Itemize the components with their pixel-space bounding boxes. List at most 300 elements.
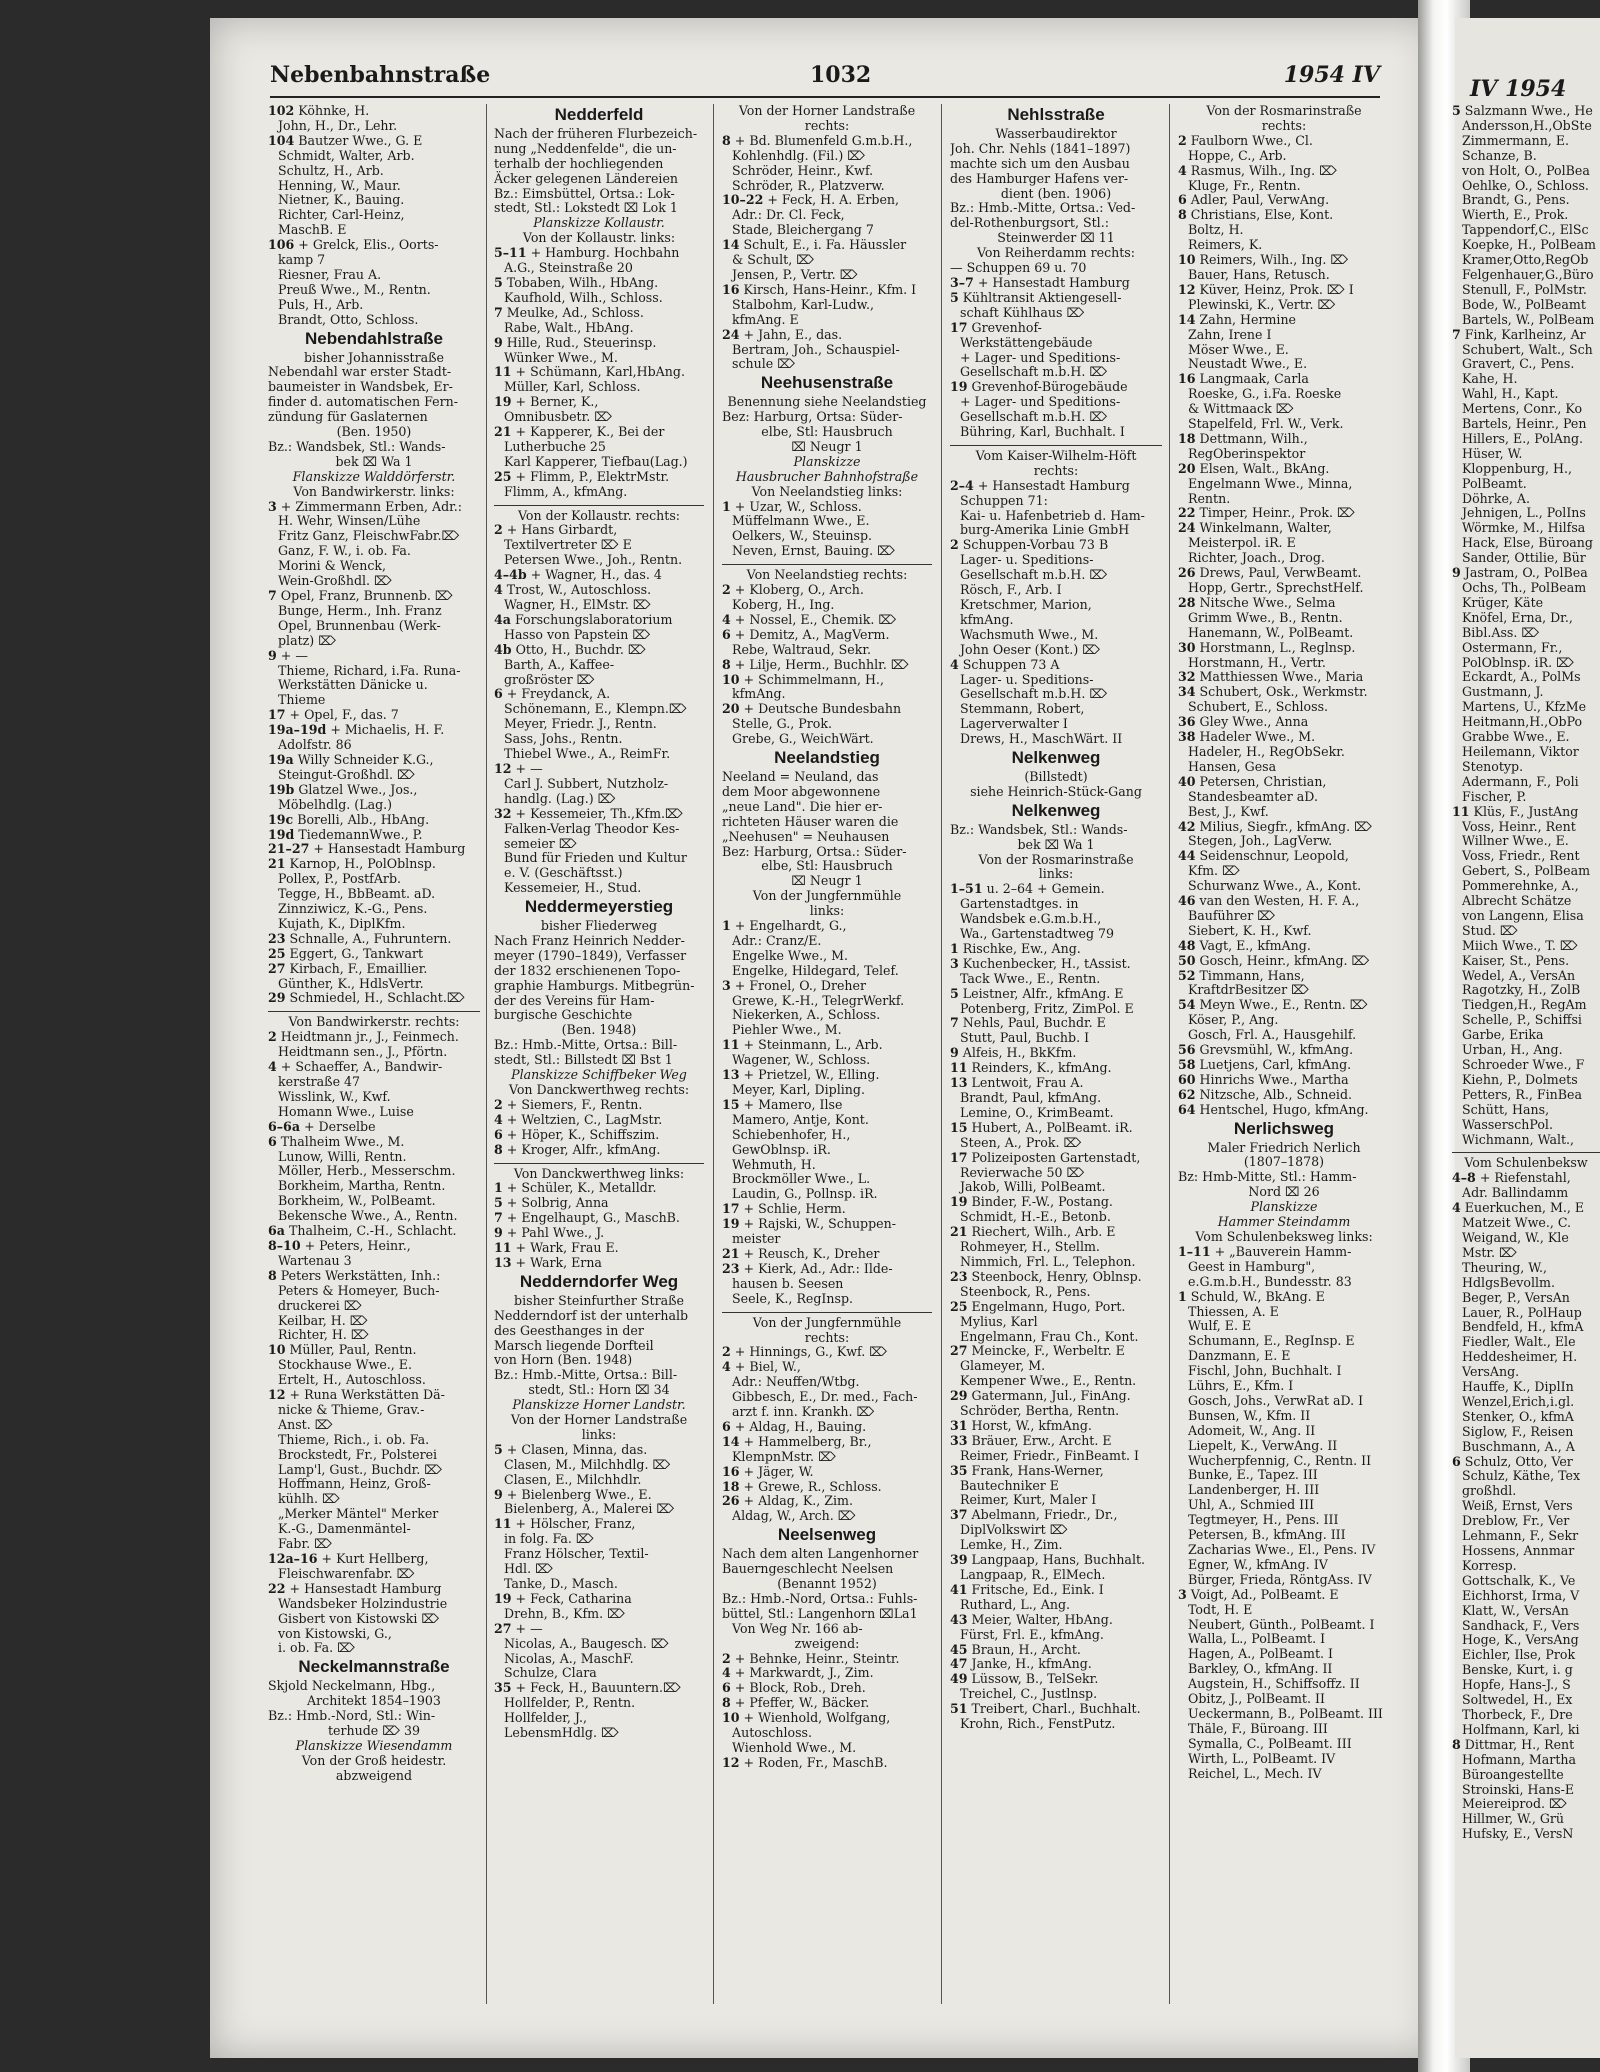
directory-entry-continued: Bürger, Frieda, RöntgAss. IV <box>1188 1571 1372 1587</box>
directory-entry-continued: Richter, Joach., Drog. <box>1188 550 1325 566</box>
directory-entry-continued: kfmAng. E <box>732 311 799 327</box>
directory-entry: 47 Janke, H., kfmAng. <box>950 1656 1092 1672</box>
directory-entry: 13 Lentwoit, Frau A. <box>950 1075 1084 1091</box>
directory-entry: 2 Faulborn Wwe., Cl. <box>1178 132 1313 148</box>
directory-entry-continued: Uhl, A., Schmied III <box>1188 1497 1315 1513</box>
street-note: siehe Heinrich-Stück-Gang <box>970 783 1142 799</box>
directory-entry-continued: Thieme, Richard, i.Fa. Runa- <box>278 662 461 678</box>
directory-entry-continued: großhdl. <box>1462 1483 1517 1499</box>
directory-entry-continued: kfmAng. <box>960 611 1014 627</box>
house-number: 19c <box>268 811 294 827</box>
directory-entry-continued: Ragotzky, H., ZolB <box>1462 982 1581 998</box>
directory-entry-continued: arzt f. inn. Krankh. ⌦ <box>732 1404 875 1420</box>
street-note: ⌧ Neugr 1 <box>791 873 863 889</box>
directory-entry: 1 Schuld, W., BkAng. E <box>1178 1288 1325 1304</box>
house-number: 6 <box>1178 192 1187 208</box>
directory-entry-continued: & Schult, ⌦ <box>732 252 815 268</box>
house-number: 2 <box>494 522 503 538</box>
directory-entry-continued: VersAng. <box>1462 1364 1520 1380</box>
directory-entry-continued: Engelmann, Frau Ch., Kont. <box>960 1328 1139 1344</box>
directory-entry-continued: Lauer, R., PolHaup <box>1462 1304 1582 1320</box>
directory-entry-continued: Bunge, Herm., Inh. Franz <box>278 602 442 618</box>
house-number: 9 <box>494 1225 503 1241</box>
directory-entry: Nach der früheren Flurbezeich- <box>494 125 698 141</box>
directory-entry: 8 + Bd. Blumenfeld G.m.b.H., <box>722 132 913 148</box>
house-number: 4 <box>722 1359 731 1375</box>
directory-entry-continued: Wisslink, W., Kwf. <box>278 1088 391 1104</box>
directory-entry: 19d TiedemannWwe., P. <box>268 826 423 842</box>
house-number: 16 <box>1178 371 1196 387</box>
directory-entry-continued: kühlh. ⌦ <box>278 1491 340 1507</box>
house-number: 36 <box>1178 714 1196 730</box>
directory-entry: 6–6a + Derselbe <box>268 1118 376 1134</box>
street-note: (1807–1878) <box>1243 1154 1325 1170</box>
directory-entry-continued: Holfmann, Karl, ki <box>1462 1721 1580 1737</box>
directory-entry-continued: Brockmöller Wwe., L. <box>732 1171 871 1187</box>
house-number: 6 <box>722 626 731 642</box>
directory-entry: terhalb der hochliegenden <box>494 155 664 171</box>
directory-entry: 21 Karnop, H., PolOblnsp. <box>268 856 436 872</box>
directory-entry-continued: Lagerverwalter I <box>960 716 1068 732</box>
house-number: 21 <box>950 1224 968 1240</box>
directory-entry: 62 Nitzsche, Alb., Schneid. <box>1178 1086 1353 1102</box>
directory-entry: der des Vereins für Ham- <box>494 992 655 1008</box>
directory-entry-continued: Treichel, C., Justlnsp. <box>960 1686 1098 1702</box>
directory-entry-continued: RegOberinspektor <box>1188 445 1306 461</box>
directory-entry-continued: Mertens, Conr., Ko <box>1462 401 1583 417</box>
directory-entry-continued: Kohlenhdlg. (Fil.) ⌦ <box>732 147 866 163</box>
directory-entry-continued: Felgenhauer,G.,Büro <box>1462 266 1594 282</box>
house-number: 1 <box>722 498 731 514</box>
directory-entry: 12a–16 + Kurt Hellberg, <box>268 1551 429 1566</box>
directory-entry-continued: PolOblnsp. iR. ⌦ <box>1462 654 1574 670</box>
directory-column-1 <box>268 104 480 2009</box>
map-reference: Planskizze <box>793 453 861 469</box>
directory-entry: 16 + Jäger, W. <box>722 1463 814 1479</box>
directory-entry: 4 + Markwardt, J., Zim. <box>722 1665 874 1681</box>
directory-entry: 11 Klüs, F., JustAng <box>1452 803 1579 819</box>
directory-entry: 19 + Rajski, W., Schuppen- <box>722 1216 896 1232</box>
directory-entry-continued: Wünker Wwe., M. <box>504 349 618 365</box>
directory-entry-continued: Kai- u. Hafenbetrieb d. Ham- <box>960 507 1145 523</box>
directory-entry-continued: Todt, H. E <box>1188 1601 1253 1617</box>
directory-entry-continued: GewOblnsp. iR. <box>732 1141 831 1157</box>
house-number: 11 <box>722 1037 740 1053</box>
directory-entry-continued: Ostermann, Fr., <box>1462 639 1563 655</box>
directory-entry: 15 + Mamero, Ilse <box>722 1096 843 1112</box>
directory-entry-continued: Heidtmann sen., J., Pförtn. <box>278 1044 448 1060</box>
directory-column-3 <box>722 104 932 2009</box>
house-number: 6 <box>1452 1453 1461 1469</box>
directory-entry-continued: Weigand, W., Kle <box>1462 1229 1569 1245</box>
directory-entry: 5 + Clasen, Minna, das. <box>494 1441 648 1457</box>
directory-entry: Bz.: Hmb.-Nord, Ortsa.: Fuhls- <box>722 1590 918 1606</box>
house-number: 5 <box>494 1441 503 1457</box>
directory-entry-continued: Carl J. Subbert, Nutzholz- <box>504 775 669 791</box>
house-number: 8 <box>722 656 731 672</box>
directory-entry-continued: Gosch, Johs., VerwRat aD. I <box>1188 1392 1364 1408</box>
directory-entry-continued: Richter, H. ⌦ <box>278 1327 369 1343</box>
directory-entry-continued: Engelke, Hildegard, Telef. <box>732 962 899 978</box>
directory-entry: 4 Euerkuchen, M., E <box>1452 1200 1585 1216</box>
directory-entry: 5–11 + Hamburg. Hochbahn <box>494 245 680 261</box>
house-number: 39 <box>950 1552 968 1568</box>
house-number: 26 <box>1178 565 1196 581</box>
directory-entry-continued: Schulz, Käthe, Tex <box>1462 1468 1581 1484</box>
directory-entry-continued: KlempnMstr. ⌦ <box>732 1448 836 1464</box>
house-number: 64 <box>1178 1101 1196 1117</box>
directory-column-4 <box>950 104 1162 2009</box>
directory-entry-continued: Adr.: Dr. Cl. Feck, <box>732 207 845 223</box>
directory-entry-continued: Wehmuth, H. <box>732 1156 816 1172</box>
directory-entry-continued: Meyer, Karl, Dipling. <box>732 1082 865 1097</box>
column-divider <box>1169 104 1170 2004</box>
directory-entry: Bz.: Hmb.-Mitte, Ortsa.: Bill- <box>494 1037 678 1053</box>
directory-entry-continued: Martens, U., KfzMe <box>1462 699 1587 715</box>
directory-entry: büttel, Stl.: Langenhorn ⌧La1 <box>722 1605 918 1621</box>
directory-entry: 17 + Schlie, Herm. <box>722 1201 846 1217</box>
street-note: Von der Horner Landstraße <box>510 1412 688 1428</box>
house-number: 2 <box>722 1344 731 1360</box>
directory-entry-continued: Rabe, Walt., HbAng. <box>504 319 634 335</box>
directory-entry-continued: Piehler Wwe., M. <box>732 1022 842 1038</box>
directory-entry-continued: e.G.m.b.H., Bundesstr. 83 <box>1188 1273 1352 1289</box>
house-number: 4 <box>950 656 959 672</box>
house-number: 46 <box>1178 893 1196 909</box>
directory-entry-continued: Brockstedt, Fr., Polsterei <box>278 1446 438 1462</box>
directory-entry-continued: Wachsmuth Wwe., M. <box>960 626 1099 642</box>
directory-entry: 4b Otto, H., Buchdr. ⌦ <box>494 641 646 657</box>
directory-entry-continued: Siglow, F., Reisen <box>1462 1423 1574 1439</box>
house-number: 14 <box>1178 311 1196 327</box>
house-number: 25 <box>268 945 286 961</box>
house-number: 102 <box>268 104 295 118</box>
directory-entry: 6 + Aldag, H., Bauing. <box>722 1418 867 1434</box>
house-number: 3 <box>268 498 277 514</box>
house-number: 4–4b <box>494 567 527 583</box>
directory-entry-continued: Hopp, Gertr., SprechstHelf. <box>1188 580 1364 595</box>
directory-entry-continued: schaft Kühlhaus ⌦ <box>960 304 1085 320</box>
directory-entry-continued: Kaiser, St., Pens. <box>1462 952 1570 968</box>
directory-entry: 14 + Hammelberg, Br., <box>722 1433 872 1449</box>
house-number: 6 <box>494 686 503 702</box>
house-number: 11 <box>494 1516 512 1532</box>
map-reference: Hammer Steindamm <box>1217 1214 1351 1230</box>
house-number: 5 <box>494 1195 503 1211</box>
house-number: 50 <box>1178 952 1196 968</box>
house-number: 24 <box>722 326 740 342</box>
directory-entry-continued: Gesellschaft m.b.H. ⌦ <box>960 364 1108 380</box>
directory-entry-continued: Wa., Gartenstadtweg 79 <box>960 926 1115 942</box>
directory-entry-continued: burg-Amerika Linie GmbH <box>960 522 1130 538</box>
directory-entry-continued: Krüger, Käte <box>1462 594 1544 610</box>
directory-entry: 28 Nitsche Wwe., Selma <box>1178 594 1336 610</box>
directory-entry: 11 + Schümann, Karl,HbAng. <box>494 364 685 380</box>
directory-entry-continued: Adr.: Cranz/E. <box>732 932 822 948</box>
directory-entry-continued: Schönemann, E., Klempn.⌦ <box>504 701 687 717</box>
directory-entry-continued: Hdl. ⌦ <box>504 1561 553 1577</box>
house-number: 35 <box>950 1462 968 1478</box>
directory-entry-continued: John Oeser (Kont.) ⌦ <box>960 641 1101 657</box>
running-head-street: Nebenbahnstraße <box>270 62 491 88</box>
directory-entry-continued: Stenull, F., PolMstr. <box>1462 281 1587 297</box>
directory-entry-continued: Bunke, E., Tapez. III <box>1188 1467 1318 1483</box>
street-note: Von Danckwerthweg rechts: <box>508 1082 690 1097</box>
directory-entry-continued: Fischl, John, Buchhalt. I <box>1188 1363 1342 1379</box>
directory-entry: 26 Drews, Paul, VerwBeamt. <box>1178 565 1362 581</box>
directory-entry: 24 + Jahn, E., das. <box>722 326 843 342</box>
directory-entry-continued: Rentn. <box>1188 490 1231 506</box>
directory-entry: 16 Langmaak, Carla <box>1178 371 1309 387</box>
directory-entry-continued: & Wittmaack ⌦ <box>1188 401 1294 417</box>
house-number: 1 <box>722 918 731 934</box>
house-number: 6–6a <box>268 1118 300 1134</box>
directory-entry: 2 Heidtmann jr., J., Feinmech. <box>268 1029 459 1045</box>
directory-entry-continued: Keilbar, H. ⌦ <box>278 1312 368 1328</box>
directory-entry-continued: von Holt, O., PolBea <box>1462 162 1590 178</box>
directory-entry-continued: Soltwedel, H., Ex <box>1462 1692 1573 1708</box>
directory-entry-continued: Grabbe Wwe., E. <box>1462 729 1570 745</box>
directory-entry: Nedderndorf ist der unterhalb <box>494 1307 689 1323</box>
directory-entry-continued: Hofmann, Martha <box>1462 1751 1577 1767</box>
directory-entry-continued: Thäle, F., Büroang. III <box>1188 1720 1328 1736</box>
directory-entry: 19 + Berner, K., <box>494 394 599 410</box>
directory-entry-continued: Gosch, Frl. A., Hausgehilf. <box>1188 1027 1357 1043</box>
directory-entry-continued: Gibbesch, E., Dr. med., Fach- <box>732 1389 918 1405</box>
directory-entry-continued: Neven, Ernst, Bauing. ⌦ <box>732 543 895 559</box>
directory-entry-continued: Wandsbeker Holzindustrie <box>278 1595 448 1611</box>
directory-entry-continued: Köser, P., Ang. <box>1188 1012 1279 1028</box>
directory-entry: 13 + Wark, Erna <box>494 1254 602 1270</box>
directory-entry-continued: Bunsen, W., Kfm. II <box>1188 1407 1311 1423</box>
directory-entry-continued: Koepke, H., PolBeam <box>1462 237 1596 253</box>
house-number: 19 <box>950 379 968 395</box>
house-number: 9 <box>494 1486 503 1502</box>
house-number: 45 <box>950 1641 968 1657</box>
directory-entry: 44 Seidenschnur, Leopold, <box>1178 848 1349 864</box>
street-note: Wasserbaudirektor <box>995 125 1117 141</box>
directory-entry-continued: Ueckermann, B., PolBeamt. III <box>1188 1705 1383 1721</box>
house-number: 17 <box>950 1149 968 1165</box>
directory-entry-continued: Omnibusbetr. ⌦ <box>504 409 613 425</box>
house-number: 3 <box>950 955 959 971</box>
directory-entry-continued: Puls, H., Arb. <box>278 296 364 312</box>
directory-entry-continued: Hopfe, Hans-J., S <box>1462 1677 1571 1693</box>
directory-entry: 27 Meincke, F., Werbeltr. E <box>950 1343 1125 1359</box>
directory-entry: 3 + Zimmermann Erben, Adr.: <box>268 498 463 514</box>
directory-entry: 7 Opel, Franz, Brunnenb. ⌦ <box>268 588 453 603</box>
directory-entry-continued: Koberg, H., Ing. <box>732 597 835 612</box>
house-number: 7 <box>268 588 277 603</box>
street-note: zweigend: <box>794 1635 860 1651</box>
street-note: elbe, Stl: Hausbruch <box>761 858 893 874</box>
directory-entry-continued: Mylius, Karl <box>960 1313 1038 1329</box>
directory-entry-continued: Brandt, Otto, Schloss. <box>278 311 419 327</box>
directory-entry-continued: meister <box>732 1231 781 1247</box>
map-reference: Planskizze Horner Landstr. <box>512 1397 686 1413</box>
directory-entry: 10 + Schimmelmann, H., <box>722 671 884 687</box>
street-heading: Neddermeyerstieg <box>524 897 674 917</box>
directory-entry-continued: Pommerehnke, A., <box>1462 878 1579 894</box>
directory-entry: Bz.: Hmb.-Mitte, Ortsa.: Bill- <box>494 1367 678 1383</box>
directory-entry-continued: Günther, K., HdlsVertr. <box>278 975 424 991</box>
directory-entry-continued: Ganz, F. W., i. ob. Fa. <box>278 543 411 559</box>
directory-entry: 12 + Roden, Fr., MaschB. <box>722 1754 888 1770</box>
directory-column-right-page <box>1452 104 1600 2009</box>
directory-entry-continued: Augstein, H., Schiffsoffz. II <box>1188 1676 1360 1692</box>
house-number: 1–51 <box>950 881 983 897</box>
directory-entry-continued: Knöfel, Erna, Dr., <box>1462 609 1573 625</box>
map-reference: Planskizze Schiffbeker Weg <box>511 1067 687 1083</box>
street-note: Von Bandwirkerstr. links: <box>293 483 455 499</box>
directory-entry-continued: Nietner, K., Bauing. <box>278 192 405 208</box>
directory-entry-continued: Geest in Hamburg", <box>1188 1258 1316 1274</box>
house-number: 6 <box>722 1680 731 1696</box>
house-number: 23 <box>268 930 286 946</box>
directory-entry-continued: Büroangestellte <box>1462 1766 1564 1782</box>
street-heading: Nebendahlstraße <box>305 328 443 348</box>
directory-entry: Joh. Chr. Nehls (1841–1897) <box>950 140 1131 156</box>
directory-entry-continued: Anst. ⌦ <box>278 1416 333 1432</box>
street-heading: Nehlsstraße <box>1007 105 1105 124</box>
directory-entry-continued: Zacharias Wwe., El., Pens. IV <box>1188 1542 1376 1557</box>
house-number: 18 <box>1178 430 1196 446</box>
house-number: 18 <box>722 1478 740 1494</box>
street-note: rechts: <box>804 117 850 133</box>
directory-entry-continued: Weiß, Ernst, Vers <box>1462 1498 1573 1514</box>
directory-entry: 10 Reimers, Wilh., Ing. ⌦ <box>1178 252 1349 268</box>
section-rule <box>494 505 704 506</box>
house-number: 2 <box>722 1650 731 1666</box>
directory-entry-continued: Ruthard, L., Ang. <box>960 1596 1071 1612</box>
directory-entry-continued: Wirth, L., PolBeamt. IV <box>1188 1750 1336 1766</box>
house-number: 11 <box>950 1060 968 1076</box>
directory-entry: 17 + Opel, F., das. 7 <box>268 707 399 723</box>
house-number: 4 <box>494 1111 503 1127</box>
section-rule <box>268 1011 480 1012</box>
directory-entry: 2 + Kloberg, O., Arch. <box>722 582 864 598</box>
house-number: 5 <box>950 289 959 305</box>
directory-entry-continued: Oehlke, O., Schloss. <box>1462 177 1589 193</box>
directory-entry-continued: Autoschloss. <box>732 1725 813 1741</box>
directory-entry-continued: „Merker Mäntel" Merker <box>278 1506 439 1522</box>
street-heading: Nedderfeld <box>554 105 644 124</box>
directory-entry: 19b Glatzel Wwe., Jos., <box>268 781 418 797</box>
directory-entry-continued: Schulze, Clara <box>504 1665 597 1681</box>
house-number: 3 <box>1178 1586 1187 1602</box>
directory-entry: Marsch liegende Dorfteil <box>494 1337 654 1353</box>
directory-entry: Äcker gelegenen Ländereien <box>494 170 679 186</box>
street-note: Von der Jungfernmühle <box>752 1314 902 1330</box>
house-number: 29 <box>950 1388 968 1404</box>
directory-entry-continued: Andersson,H.,ObSte <box>1462 117 1592 133</box>
directory-entry: 2–4 + Hansestadt Hamburg <box>950 477 1130 493</box>
directory-entry: Bz: Hmb-Mitte, Stl.: Hamm- <box>1178 1169 1357 1185</box>
directory-entry: 8 + Lilje, Herm., Buchhlr. ⌦ <box>722 656 909 672</box>
house-number: 19 <box>494 1590 512 1606</box>
directory-entry-continued: Möser Wwe., E. <box>1188 341 1289 357</box>
directory-entry: Bez: Harburg, Ortsa: Süder- <box>722 409 903 425</box>
directory-entry: 8 Christians, Else, Kont. <box>1178 207 1334 223</box>
directory-entry-continued: Schultz, H., Arb. <box>278 162 384 178</box>
directory-entry: 17 Grevenhof- <box>950 319 1042 335</box>
street-note: bisher Johannisstraße <box>303 349 445 365</box>
directory-entry-continued: Opel, Brunnenbau (Werk- <box>278 617 441 633</box>
directory-entry: 9 Hille, Rud., Steuerinsp. <box>494 334 657 350</box>
directory-entry: 5 Leistner, Alfr., kfmAng. E <box>950 985 1124 1001</box>
directory-entry: 5 Kühltransit Aktiengesell- <box>950 289 1122 305</box>
directory-entry-continued: Wagner, H., ElMstr. ⌦ <box>504 597 651 612</box>
street-note: Von der Rosmarinstraße <box>1206 104 1362 118</box>
directory-entry-continued: Adolfstr. 86 <box>278 737 352 753</box>
house-number: 11 <box>1452 803 1470 819</box>
directory-entry: 11 + Hölscher, Franz, <box>494 1516 636 1532</box>
directory-entry-continued: Thieme <box>278 692 326 708</box>
directory-entry-continued: WasserschPol. <box>1462 1116 1553 1132</box>
street-note: terhude ⌦ 39 <box>327 1722 421 1738</box>
directory-entry: 7 Meulke, Ad., Schloss. <box>494 304 644 320</box>
directory-entry-continued: Morini & Wenck, <box>278 558 387 574</box>
house-number: 19 <box>950 1194 968 1210</box>
house-number: 1 <box>1178 1288 1187 1304</box>
house-number: 24 <box>1178 520 1196 536</box>
street-note: Von der Jungfernmühle <box>752 888 902 904</box>
house-number: 2–4 <box>950 477 974 493</box>
directory-entry: 1 + Engelhardt, G., <box>722 918 847 934</box>
house-number: 7 <box>1452 326 1461 342</box>
directory-entry-continued: Tack Wwe., E., Rentn. <box>960 970 1101 986</box>
directory-entry: des Hamburger Hafens ver- <box>950 170 1129 186</box>
directory-entry: 19 + Feck, Catharina <box>494 1590 632 1606</box>
directory-entry: 19a Willy Schneider K.G., <box>268 751 434 767</box>
house-number: 15 <box>722 1096 740 1112</box>
directory-entry: machte sich um den Ausbau <box>950 155 1130 171</box>
directory-entry-continued: Adr. Ballindamm <box>1462 1185 1569 1201</box>
street-note: Maler Friedrich Nerlich <box>1207 1139 1361 1155</box>
directory-entry-continued: Clasen, M., Milchhdlg. ⌦ <box>504 1456 671 1472</box>
directory-entry-continued: Theuring, W., <box>1462 1259 1548 1275</box>
directory-entry: 46 van den Westen, H. F. A., <box>1178 893 1360 909</box>
directory-entry: der 1832 erschienenen Topo- <box>494 962 681 978</box>
directory-entry-continued: Peters & Homeyer, Buch- <box>278 1282 440 1298</box>
house-number: 34 <box>1178 684 1196 700</box>
directory-entry-continued: Hossens, Annmar <box>1462 1543 1575 1558</box>
map-reference: Flanskizze Walddörferstr. <box>292 468 456 484</box>
house-number: 19b <box>268 781 295 797</box>
directory-entry-continued: Lager- u. Speditions- <box>960 671 1094 687</box>
directory-entry-continued: Dreblow, Fr., Ver <box>1462 1513 1570 1529</box>
directory-entry-continued: Matzeit Wwe., C. <box>1462 1215 1572 1231</box>
directory-entry-continued: Thiebel Wwe., A., ReimFr. <box>504 746 671 762</box>
directory-entry-continued: Stegen, Joh., LagVerw. <box>1188 833 1333 849</box>
house-number: 35 <box>494 1680 512 1696</box>
directory-entry-continued: Wucherpfennig, C., Rentn. II <box>1188 1452 1372 1468</box>
directory-entry-continued: Wichmann, Walt., <box>1462 1131 1575 1147</box>
directory-entry: 22 + Hansestadt Hamburg <box>268 1580 442 1596</box>
directory-entry-continued: H. Wehr, Winsen/Lühe <box>278 513 421 529</box>
directory-entry: Nach Franz Heinrich Nedder- <box>494 932 685 948</box>
directory-entry-continued: Drews, H., MaschWärt. II <box>960 731 1123 747</box>
house-number: 4 <box>1178 162 1187 178</box>
directory-entry: 10 + Wienhold, Wolfgang, <box>722 1710 891 1726</box>
house-number: 16 <box>722 1463 740 1479</box>
directory-entry: 4 + Weltzien, C., LagMstr. <box>494 1111 663 1127</box>
directory-column-5 <box>1178 104 1390 2009</box>
directory-entry-continued: Bode, W., PolBeamt <box>1462 296 1586 312</box>
directory-entry-continued: Grimm Wwe., B., Rentn. <box>1188 609 1343 625</box>
directory-entry: Bz.: Eimsbüttel, Ortsa.: Lok- <box>494 185 675 201</box>
directory-entry-continued: HdlgsBevollm. <box>1462 1274 1556 1290</box>
